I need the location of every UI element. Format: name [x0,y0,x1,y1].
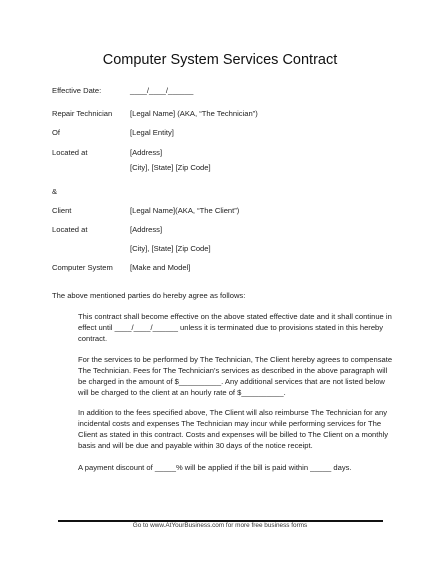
field-value-effective-date: ____/____/______ [130,86,194,95]
field-label-repair-technician: Repair Technician [52,109,113,118]
field-label-technician-location: Located at [52,148,88,157]
field-value-computer-system: [Make and Model] [130,263,191,272]
field-value-repair-technician: [Legal Name] (AKA, “The Technician”) [130,109,258,118]
paragraph-term: This contract shall become effective on the above stated effective date and it shall continue in effect until ____/____/______ unless it is terminated due to provisions stated in this hereby contract. [78,312,392,343]
field-value-technician-city: [City], [State] [Zip Code] [130,163,211,172]
field-label-client: Client [52,206,72,215]
ampersand-separator: & [52,187,58,196]
field-value-client-address: [Address] [130,225,163,234]
agreement-intro: The above mentioned parties do hereby agree as follows: [52,291,246,300]
field-label-effective-date: Effective Date: [52,86,102,95]
field-value-client-city: [City], [State] [Zip Code] [130,244,211,253]
paragraph-fees: For the services to be performed by The Technician, The Client hereby agrees to compensate The Technician. Fees for The Technician’s services as described in the above paragraph will be charged in the amount of $__________. Any additional services that are not listed below will be charged to the client at an hourly rate of $__________. [78,355,393,397]
paragraph-expenses: In addition to the fees specified above, The Client will also reimburse The Technician for any incidental costs and expenses The Technician may incur while performing services for The Client as stated in this contract. Costs and expenses will be billed to The Client on a monthly basis and will be due and payable within 30 days of the notice receipt. [78,408,389,450]
footer-note: Go to www.AtYourBusiness.com for more free business forms [132,522,308,529]
field-value-client: [Legal Name](AKA, “The Client”) [130,206,240,215]
document-title: Computer System Services Contract [102,52,338,68]
paragraph-discount: A payment discount of _____% will be applied if the bill is paid within _____ days. [78,463,352,472]
field-value-technician-address: [Address] [130,148,163,157]
field-label-of: Of [52,128,61,137]
field-label-client-location: Located at [52,225,88,234]
field-value-legal-entity: [Legal Entity] [130,128,174,137]
field-label-computer-system: Computer System [52,263,113,272]
